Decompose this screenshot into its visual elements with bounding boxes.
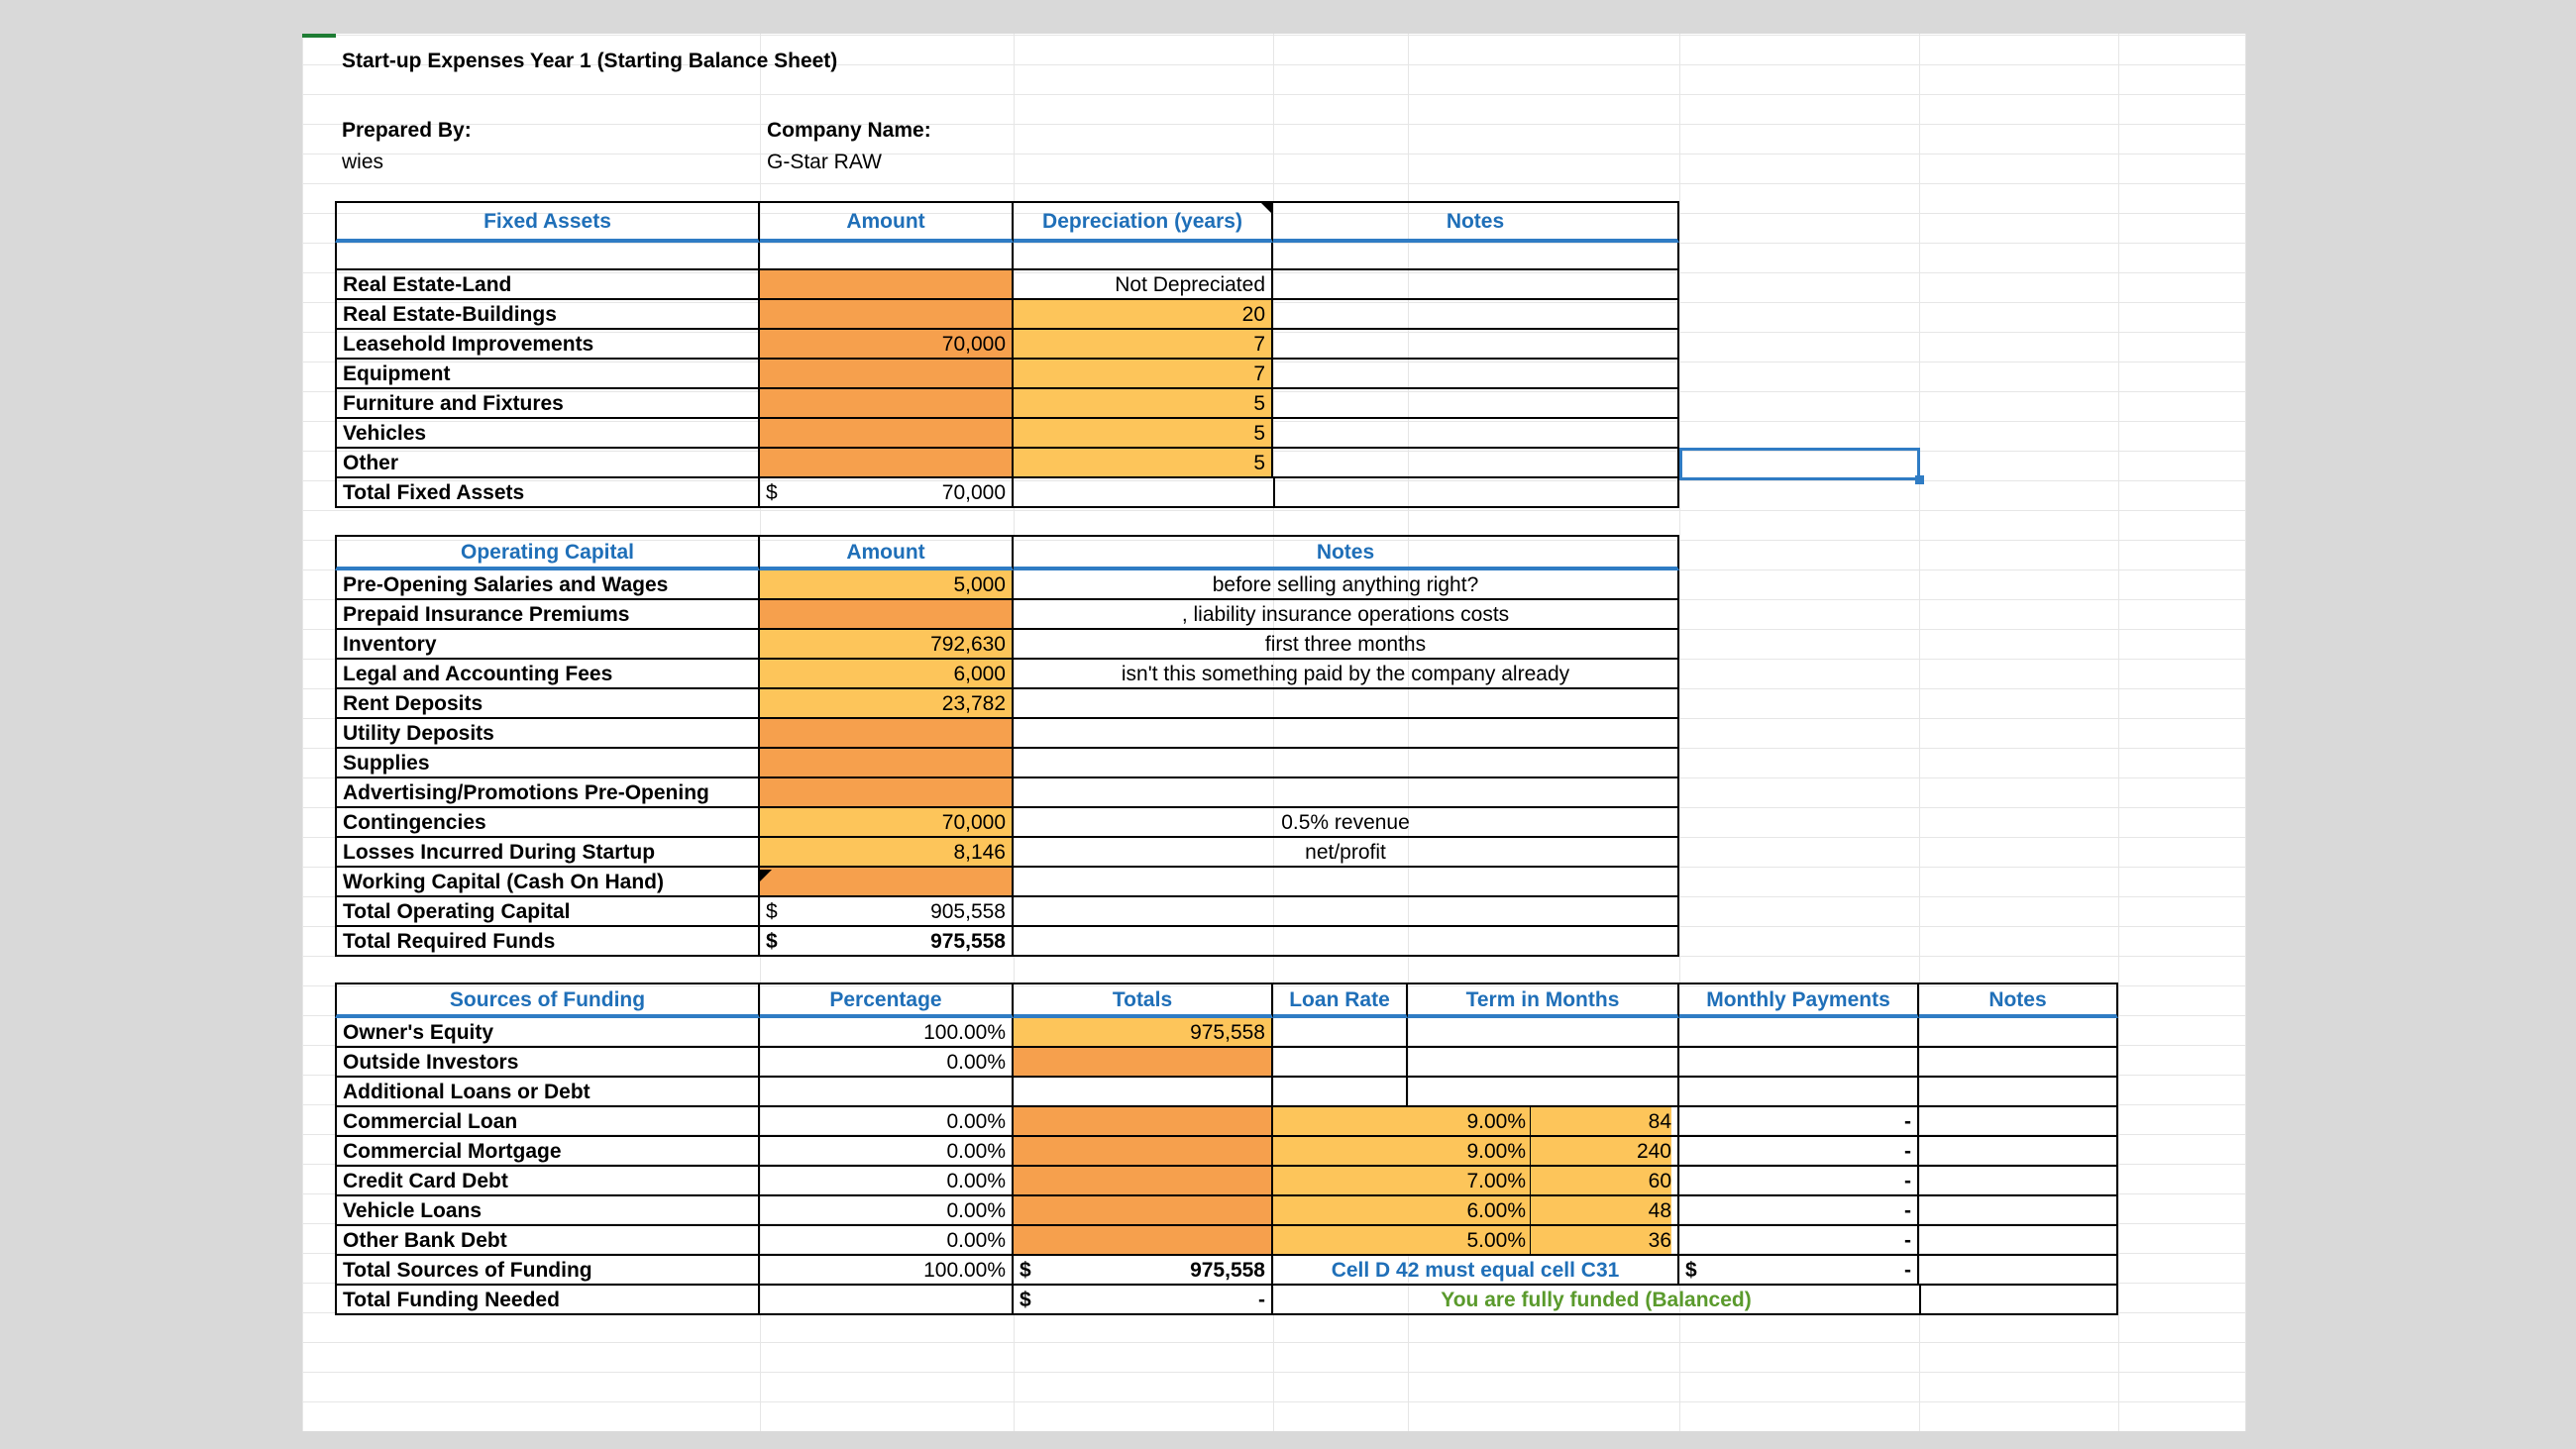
loan-term-value: 60 bbox=[1531, 1167, 1671, 1194]
fixed-asset-label: Real Estate-Land bbox=[335, 270, 760, 300]
loan-total[interactable] bbox=[1014, 1167, 1273, 1196]
empty-cell[interactable] bbox=[760, 1078, 1014, 1107]
loan-total[interactable] bbox=[1014, 1107, 1273, 1137]
fixed-asset-label: Furniture and Fixtures bbox=[335, 389, 760, 419]
spacer-cell bbox=[1273, 243, 1679, 270]
cell-value: 905,558 bbox=[930, 899, 1006, 923]
loan-rate[interactable] bbox=[1273, 1196, 1679, 1226]
empty-cell bbox=[760, 1286, 1014, 1315]
depreciation-header: Depreciation (years) bbox=[1014, 201, 1273, 243]
operating-capital-amount[interactable]: 5,000 bbox=[760, 570, 1014, 600]
oc-notes-header: Notes bbox=[1014, 535, 1679, 570]
loan-total[interactable] bbox=[1014, 1226, 1273, 1256]
company-name-label: Company Name: bbox=[767, 118, 931, 142]
loan-note[interactable] bbox=[1919, 1167, 2118, 1196]
loan-label: Commercial Mortgage bbox=[335, 1137, 760, 1167]
empty-cell[interactable] bbox=[1273, 1018, 1408, 1048]
fixed-asset-label: Equipment bbox=[335, 360, 760, 389]
loan-rate-value: 9.00% bbox=[1273, 1137, 1531, 1165]
currency-symbol: $ bbox=[766, 899, 778, 923]
owners-equity-total[interactable]: 975,558 bbox=[1014, 1018, 1273, 1048]
comment-indicator[interactable] bbox=[1261, 203, 1273, 215]
total-sources-label: Total Sources of Funding bbox=[335, 1256, 760, 1286]
depreciation-years[interactable]: 5 bbox=[1014, 419, 1273, 449]
total-funding-needed-value bbox=[1014, 1286, 1273, 1315]
total-funding-needed-label: Total Funding Needed bbox=[335, 1286, 760, 1315]
operating-capital-label: Prepaid Insurance Premiums bbox=[335, 600, 760, 630]
fixed-asset-note[interactable] bbox=[1273, 419, 1679, 449]
loan-rate[interactable] bbox=[1273, 1137, 1679, 1167]
operating-capital-label: Working Capital (Cash On Hand) bbox=[335, 868, 760, 897]
owners-equity-label: Owner's Equity bbox=[335, 1018, 760, 1048]
depreciation-years[interactable]: 20 bbox=[1014, 300, 1273, 330]
monthly-payment: - bbox=[1679, 1107, 1919, 1137]
operating-capital-note[interactable] bbox=[1014, 778, 1679, 808]
currency-symbol: $ bbox=[1020, 1258, 1031, 1282]
spacer-cell bbox=[1014, 243, 1273, 270]
fixed-asset-label: Leasehold Improvements bbox=[335, 330, 760, 360]
currency-symbol: $ bbox=[1020, 1288, 1031, 1311]
fixed-asset-amount[interactable]: 70,000 bbox=[760, 330, 1014, 360]
loan-note[interactable] bbox=[1919, 1137, 2118, 1167]
notes-header: Notes bbox=[1273, 201, 1679, 243]
operating-capital-label: Losses Incurred During Startup bbox=[335, 838, 760, 868]
empty-cell[interactable] bbox=[1679, 1078, 1919, 1107]
empty-cell[interactable] bbox=[1679, 1048, 1919, 1078]
operating-capital-note[interactable]: isn't this something paid by the company already bbox=[1014, 660, 1679, 689]
totals-header: Totals bbox=[1014, 983, 1273, 1018]
operating-capital-amount[interactable]: 792,630 bbox=[760, 630, 1014, 660]
empty-cell[interactable] bbox=[1408, 1018, 1679, 1048]
empty-cell bbox=[1273, 478, 1679, 508]
operating-capital-label: Supplies bbox=[335, 749, 760, 778]
loan-rate[interactable] bbox=[1273, 1107, 1679, 1137]
loan-percentage: 0.00% bbox=[760, 1226, 1014, 1256]
operating-capital-amount[interactable] bbox=[760, 749, 1014, 778]
operating-capital-label: Advertising/Promotions Pre-Opening bbox=[335, 778, 760, 808]
loan-term-value: 36 bbox=[1531, 1226, 1671, 1254]
depreciation-years[interactable]: 5 bbox=[1014, 389, 1273, 419]
monthly-payment: - bbox=[1679, 1137, 1919, 1167]
empty-cell[interactable] bbox=[1408, 1048, 1679, 1078]
operating-capital-amount[interactable] bbox=[760, 600, 1014, 630]
term-in-months-header: Term in Months bbox=[1408, 983, 1679, 1018]
loan-percentage: 0.00% bbox=[760, 1137, 1014, 1167]
loan-rate[interactable] bbox=[1273, 1167, 1679, 1196]
loan-rate-value: 6.00% bbox=[1273, 1196, 1531, 1224]
operating-capital-amount[interactable] bbox=[760, 868, 1014, 897]
fixed-asset-note[interactable] bbox=[1273, 389, 1679, 419]
funding-notes-header: Notes bbox=[1919, 983, 2118, 1018]
additional-loans-heading: Additional Loans or Debt bbox=[335, 1078, 760, 1107]
loan-label: Vehicle Loans bbox=[335, 1196, 760, 1226]
loan-percentage: 0.00% bbox=[760, 1196, 1014, 1226]
sheet-title: Start-up Expenses Year 1 (Starting Balance Sheet) bbox=[342, 49, 838, 72]
depreciation-years[interactable]: 7 bbox=[1014, 360, 1273, 389]
total-operating-capital-label: Total Operating Capital bbox=[335, 897, 760, 927]
operating-capital-label: Rent Deposits bbox=[335, 689, 760, 719]
fixed-asset-note[interactable] bbox=[1273, 270, 1679, 300]
operating-capital-note[interactable]: net/profit bbox=[1014, 838, 1679, 868]
outside-investors-label: Outside Investors bbox=[335, 1048, 760, 1078]
empty-cell[interactable] bbox=[1679, 1018, 1919, 1048]
operating-capital-note[interactable] bbox=[1014, 749, 1679, 778]
monthly-payment: - bbox=[1679, 1196, 1919, 1226]
selected-cell[interactable] bbox=[1679, 448, 1920, 480]
fixed-asset-note[interactable] bbox=[1273, 300, 1679, 330]
prepared-by-value[interactable]: wies bbox=[342, 150, 384, 173]
loan-note[interactable] bbox=[1919, 1196, 2118, 1226]
total-sources-percentage: 100.00% bbox=[760, 1256, 1014, 1286]
fixed-asset-label: Vehicles bbox=[335, 419, 760, 449]
fixed-asset-amount[interactable] bbox=[760, 419, 1014, 449]
fill-handle[interactable] bbox=[1915, 475, 1924, 484]
empty-cell[interactable] bbox=[1919, 1018, 2118, 1048]
monthly-payment: - bbox=[1679, 1226, 1919, 1256]
operating-capital-label: Pre-Opening Salaries and Wages bbox=[335, 570, 760, 600]
operating-capital-amount[interactable]: 23,782 bbox=[760, 689, 1014, 719]
operating-capital-note[interactable]: , liability insurance operations costs bbox=[1014, 600, 1679, 630]
loan-label: Commercial Loan bbox=[335, 1107, 760, 1137]
operating-capital-label: Contingencies bbox=[335, 808, 760, 838]
spacer-cell bbox=[335, 243, 760, 270]
cell-value: 70,000 bbox=[941, 480, 1006, 504]
operating-capital-header: Operating Capital bbox=[335, 535, 760, 570]
total-sources-value bbox=[1014, 1256, 1273, 1286]
loan-note[interactable] bbox=[1919, 1226, 2118, 1256]
loan-rate-header: Loan Rate bbox=[1273, 983, 1408, 1018]
total-required-funds-label: Total Required Funds bbox=[335, 927, 760, 957]
currency-symbol: $ bbox=[1685, 1258, 1697, 1282]
operating-capital-amount[interactable] bbox=[760, 778, 1014, 808]
operating-capital-amount[interactable] bbox=[760, 719, 1014, 749]
loan-total[interactable] bbox=[1014, 1137, 1273, 1167]
monthly-payments-total bbox=[1679, 1256, 1919, 1286]
fixed-asset-note[interactable] bbox=[1273, 330, 1679, 360]
empty-cell[interactable] bbox=[1273, 1078, 1408, 1107]
spacer-cell bbox=[760, 243, 1014, 270]
operating-capital-note[interactable] bbox=[1014, 719, 1679, 749]
percentage-header: Percentage bbox=[760, 983, 1014, 1018]
operating-capital-note[interactable] bbox=[1014, 689, 1679, 719]
empty-cell[interactable] bbox=[1919, 1286, 2118, 1315]
empty-cell bbox=[1014, 478, 1273, 508]
total-fixed-assets-value bbox=[760, 478, 1014, 508]
comment-indicator[interactable] bbox=[760, 870, 772, 881]
fixed-asset-note[interactable] bbox=[1273, 360, 1679, 389]
fixed-assets-header: Fixed Assets bbox=[335, 201, 760, 243]
depreciation-years[interactable]: 7 bbox=[1014, 330, 1273, 360]
fixed-asset-amount[interactable] bbox=[760, 389, 1014, 419]
loan-term-value: 48 bbox=[1531, 1196, 1671, 1224]
funding-check-note: Cell D 42 must equal cell C31 bbox=[1273, 1256, 1679, 1286]
owners-equity-percentage: 100.00% bbox=[760, 1018, 1014, 1048]
oc-amount-header: Amount bbox=[760, 535, 1014, 570]
currency-symbol: $ bbox=[766, 929, 778, 953]
total-required-funds-value bbox=[760, 927, 1014, 957]
currency-symbol: $ bbox=[766, 480, 778, 504]
empty-cell[interactable] bbox=[1408, 1078, 1679, 1107]
cell-value: - bbox=[1904, 1258, 1911, 1282]
loan-term-value: 240 bbox=[1531, 1137, 1671, 1165]
loan-percentage: 0.00% bbox=[760, 1107, 1014, 1137]
empty-cell[interactable] bbox=[1919, 1048, 2118, 1078]
fixed-asset-amount[interactable] bbox=[760, 449, 1014, 478]
operating-capital-amount[interactable]: 6,000 bbox=[760, 660, 1014, 689]
total-fixed-assets-label: Total Fixed Assets bbox=[335, 478, 760, 508]
operating-capital-label: Utility Deposits bbox=[335, 719, 760, 749]
outside-investors-total[interactable] bbox=[1014, 1048, 1273, 1078]
prepared-by-label: Prepared By: bbox=[342, 118, 472, 142]
active-corner-indicator bbox=[302, 34, 336, 38]
empty-cell[interactable] bbox=[1014, 1078, 1273, 1107]
operating-capital-label: Inventory bbox=[335, 630, 760, 660]
fixed-asset-amount[interactable] bbox=[760, 360, 1014, 389]
sources-of-funding-header: Sources of Funding bbox=[335, 983, 760, 1018]
loan-note[interactable] bbox=[1919, 1107, 2118, 1137]
operating-capital-note[interactable]: first three months bbox=[1014, 630, 1679, 660]
cell-value: - bbox=[1258, 1288, 1265, 1311]
loan-rate-value: 5.00% bbox=[1273, 1226, 1531, 1254]
loan-total[interactable] bbox=[1014, 1196, 1273, 1226]
loan-label: Other Bank Debt bbox=[335, 1226, 760, 1256]
empty-cell[interactable] bbox=[1273, 1048, 1408, 1078]
empty-cell[interactable] bbox=[1919, 1256, 2118, 1286]
depreciation-years[interactable]: Not Depreciated bbox=[1014, 270, 1273, 300]
monthly-payment: - bbox=[1679, 1167, 1919, 1196]
fixed-asset-note[interactable] bbox=[1273, 449, 1679, 478]
fixed-asset-label: Other bbox=[335, 449, 760, 478]
outside-investors-percentage: 0.00% bbox=[760, 1048, 1014, 1078]
depreciation-years[interactable]: 5 bbox=[1014, 449, 1273, 478]
operating-capital-note[interactable]: before selling anything right? bbox=[1014, 570, 1679, 600]
empty-cell bbox=[1014, 897, 1679, 927]
cell-value: 975,558 bbox=[1190, 1258, 1265, 1282]
fixed-asset-amount[interactable] bbox=[760, 270, 1014, 300]
cell-value: 975,558 bbox=[930, 929, 1006, 953]
operating-capital-amount[interactable]: 70,000 bbox=[760, 808, 1014, 838]
fixed-asset-amount[interactable] bbox=[760, 300, 1014, 330]
fixed-asset-label: Real Estate-Buildings bbox=[335, 300, 760, 330]
company-name-value[interactable]: G-Star RAW bbox=[767, 150, 882, 173]
operating-capital-label: Legal and Accounting Fees bbox=[335, 660, 760, 689]
empty-cell bbox=[1014, 927, 1679, 957]
monthly-payments-header: Monthly Payments bbox=[1679, 983, 1919, 1018]
operating-capital-amount[interactable]: 8,146 bbox=[760, 838, 1014, 868]
total-operating-capital-value bbox=[760, 897, 1014, 927]
empty-cell[interactable] bbox=[1919, 1078, 2118, 1107]
loan-percentage: 0.00% bbox=[760, 1167, 1014, 1196]
loan-rate[interactable] bbox=[1273, 1226, 1679, 1256]
loan-term-value: 84 bbox=[1531, 1107, 1671, 1135]
loan-rate-value: 9.00% bbox=[1273, 1107, 1531, 1135]
operating-capital-note[interactable] bbox=[1014, 868, 1679, 897]
operating-capital-note[interactable]: 0.5% revenue bbox=[1014, 808, 1679, 838]
loan-rate-value: 7.00% bbox=[1273, 1167, 1531, 1194]
loan-label: Credit Card Debt bbox=[335, 1167, 760, 1196]
funding-status-note: You are fully funded (Balanced) bbox=[1273, 1286, 1919, 1315]
amount-header: Amount bbox=[760, 201, 1014, 243]
